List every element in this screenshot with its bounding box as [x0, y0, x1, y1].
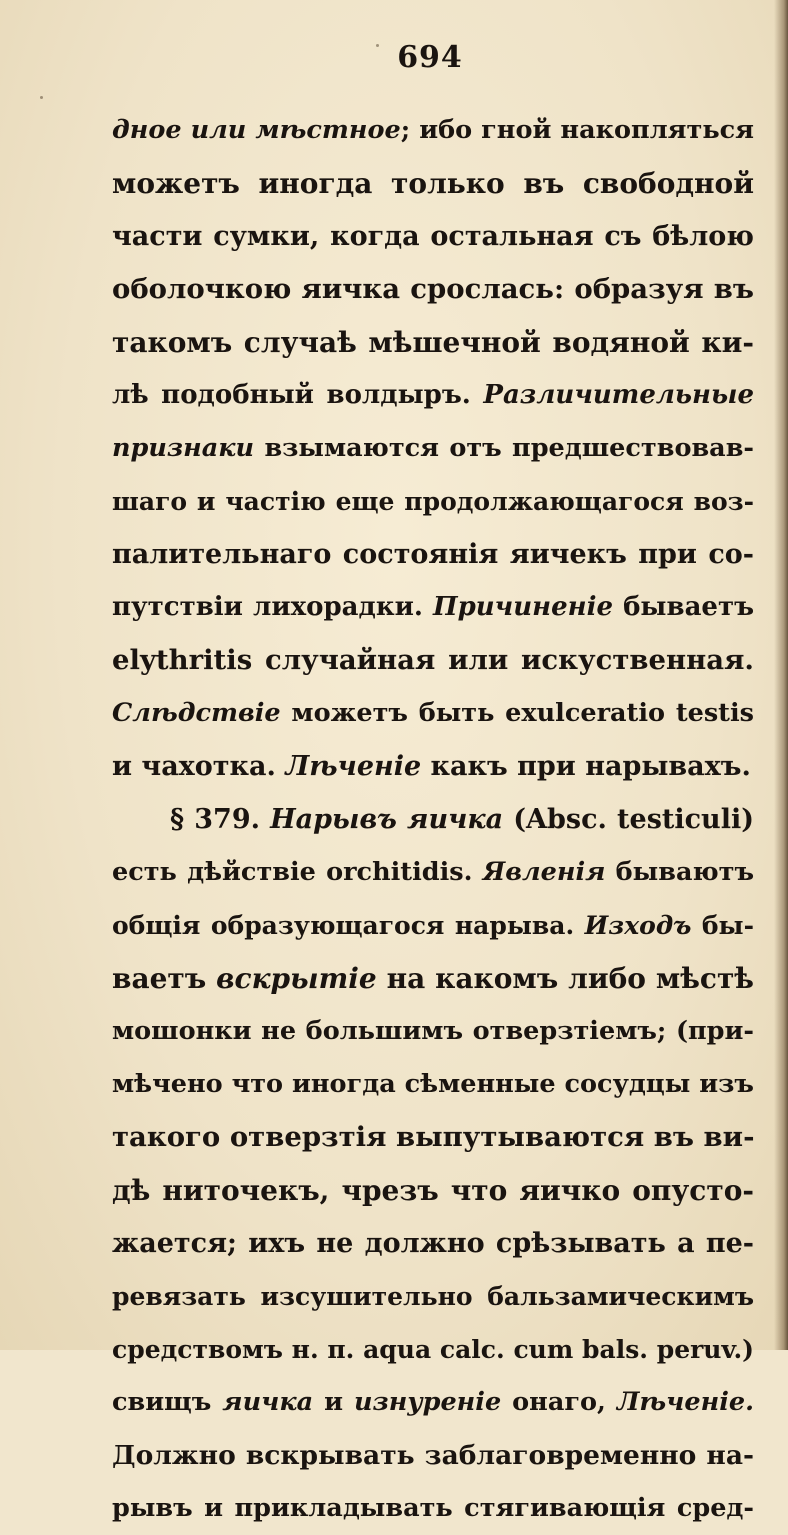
text-line: [112, 793, 754, 846]
text-line: [112, 1376, 754, 1429]
page-number: 694: [397, 40, 463, 75]
italic-term: Различительные: [483, 380, 754, 410]
text-segment: ; ибо гной накопляться: [400, 115, 754, 145]
text-line: [112, 1058, 754, 1111]
italic-term: Изходъ: [584, 911, 692, 940]
text-segment: жается; ихъ не должно срѣзывать а пе-: [112, 1228, 754, 1259]
italic-term: яичка: [222, 1387, 314, 1417]
text-segment: такого отверзтія выпутываются въ ви-: [112, 1121, 755, 1153]
text-segment: elythritis случайная или искуственная.: [112, 644, 754, 676]
text-segment: части сумки, когда остальная съ бѣлою: [112, 221, 754, 252]
text-line: [112, 740, 754, 793]
text-segment: дѣ ниточекъ, чрезъ что яичко опусто-: [112, 1174, 754, 1207]
text-segment: онаго,: [501, 1387, 617, 1417]
text-segment: (Absc. testiculi): [503, 804, 754, 835]
italic-term: Лѣченіе: [285, 751, 422, 782]
text-line: [112, 952, 754, 1005]
text-line: [112, 1111, 754, 1164]
text-line: [112, 422, 754, 475]
spine-shadow: [774, 0, 788, 1350]
text-segment: мѣчено что иногда сѣменные сосудцы изъ: [112, 1069, 754, 1099]
italic-term: вскрытіе: [216, 962, 377, 995]
text-line: [112, 263, 754, 316]
text-segment: средствомъ н. п. aqua calc. cum bals. peruv.): [112, 1335, 754, 1364]
italic-term: изнуреніе: [353, 1387, 502, 1417]
text-line: [112, 316, 754, 369]
text-segment: Должно вскрывать заблаговременно на-: [112, 1440, 754, 1471]
italic-term: Явленія: [482, 857, 606, 887]
text-segment: какъ при нарывахъ.: [421, 751, 751, 782]
text-line: [112, 104, 754, 157]
text-segment: можетъ иногда только въ свободной: [112, 167, 754, 200]
text-line: [112, 687, 754, 740]
text-line: [112, 1270, 754, 1323]
text-segment: можетъ быть exulceratio testis: [280, 698, 754, 728]
text-line: [112, 1429, 754, 1482]
text-segment: свищъ: [112, 1387, 223, 1417]
italic-term: признаки: [112, 433, 255, 463]
paper-speck: [40, 96, 43, 99]
text-segment: бываетъ: [613, 592, 755, 622]
text-segment: ваетъ: [112, 962, 217, 995]
text-segment: на какомъ либо мѣстѣ: [376, 962, 754, 995]
text-segment: и чахотка.: [112, 751, 286, 782]
text-line: [112, 1482, 754, 1535]
text-segment: лѣ подобный волдыръ.: [112, 380, 484, 410]
text-line: [112, 899, 754, 952]
text-line: [112, 528, 754, 581]
italic-term: Слѣдствіе: [112, 698, 281, 728]
text-line: [112, 634, 754, 687]
text-segment: и: [313, 1387, 354, 1417]
text-segment: путствіи лихорадки.: [112, 592, 434, 622]
italic-term: Причиненіе: [433, 592, 614, 622]
text-line: [112, 210, 754, 263]
text-line: [112, 369, 754, 422]
text-segment: мошонки не большимъ отверзтіемъ; (при-: [112, 1016, 754, 1046]
text-segment: взымаются отъ предшествовав-: [254, 433, 754, 463]
text-segment: оболочкою яичка срослась: образуя въ: [112, 273, 754, 305]
text-line: [112, 1217, 754, 1270]
text-line: [112, 846, 754, 899]
text-segment: палительнаго состоянія яичекъ при со-: [112, 539, 754, 570]
text-segment: ревязать изсушительно бальзамическимъ: [112, 1282, 754, 1311]
text-segment: бываютъ: [605, 857, 754, 887]
italic-term: дное или мѣстное: [112, 115, 401, 145]
text-line: [112, 157, 754, 210]
text-segment: общія образующагося нарыва.: [112, 911, 585, 940]
text-segment: шаго и частію еще продолжающагося воз-: [112, 487, 754, 516]
paper-speck: [376, 44, 379, 47]
text-segment: рывъ и прикладывать стягивающія сред-: [112, 1493, 754, 1523]
text-line: [112, 475, 754, 528]
text-segment: бы-: [691, 911, 754, 940]
text-line: [112, 1005, 754, 1058]
text-line: [112, 581, 754, 634]
body-text: [112, 104, 754, 1535]
text-segment: есть дѣйствіе orchitidis.: [112, 857, 483, 887]
italic-term: Нарывъ яичка: [270, 804, 504, 835]
text-line: [112, 1164, 754, 1217]
italic-term: Лѣченіе.: [616, 1387, 754, 1417]
text-segment: § 379.: [170, 804, 271, 835]
text-segment: такомъ случаѣ мѣшечной водяной ки-: [112, 326, 754, 359]
